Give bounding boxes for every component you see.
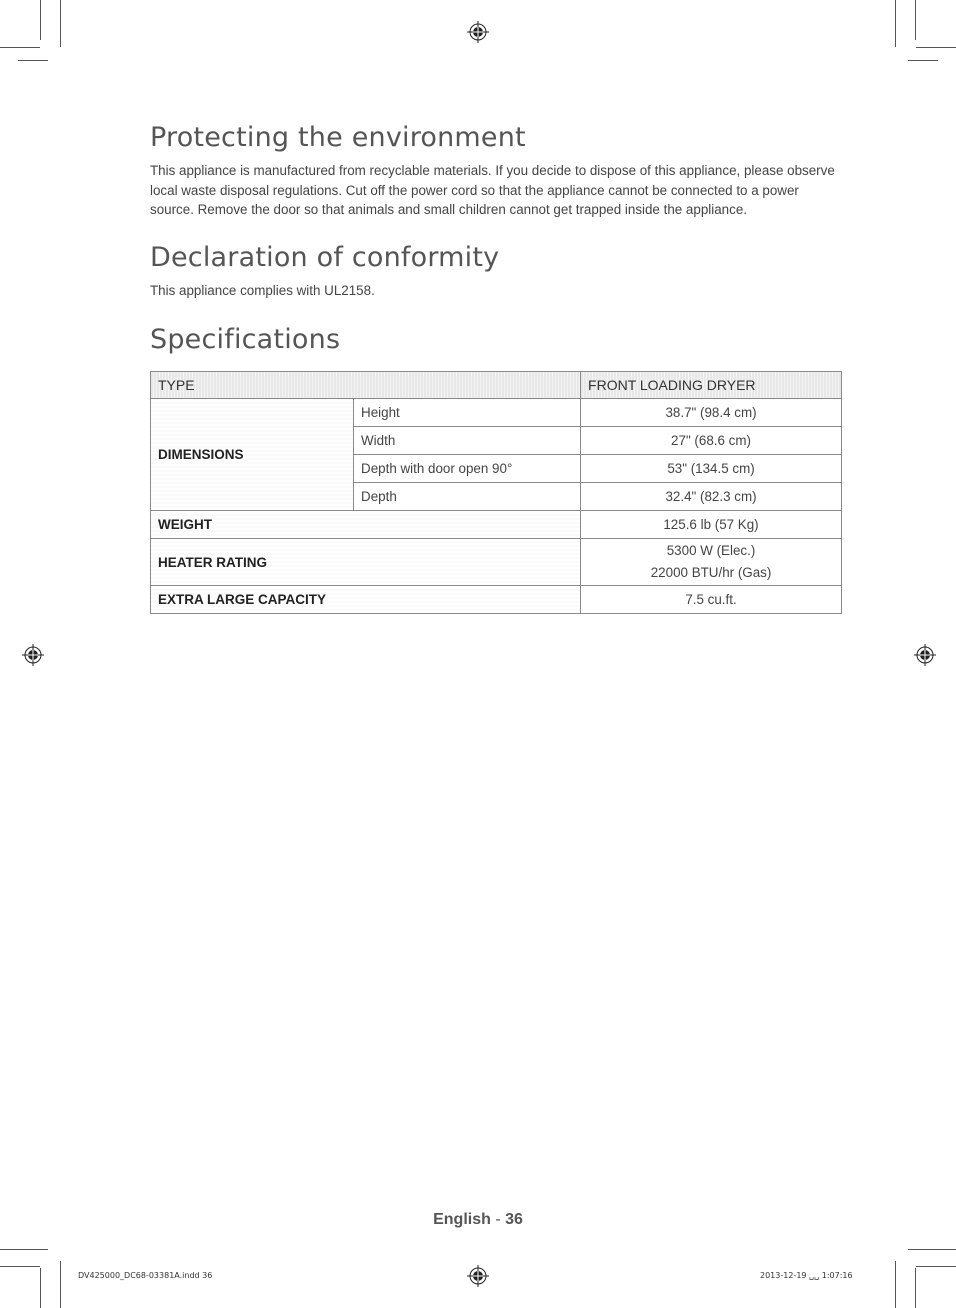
crop-mark [916,1266,956,1267]
type-label: TYPE [151,372,581,399]
crop-mark [895,1261,896,1308]
table-header-row [151,372,842,399]
registration-mark-icon [914,644,936,666]
crop-mark [60,0,61,47]
crop-mark [18,60,48,61]
dimension-value: 32.4" (82.3 cm) [581,483,842,511]
dimension-name: Depth with door open 90° [354,455,581,483]
dimension-name: Depth [354,483,581,511]
page-content [150,118,842,614]
registration-mark-icon [467,21,489,43]
crop-mark [0,1249,48,1250]
registration-mark-icon [22,644,44,666]
crop-mark [908,1249,956,1250]
crop-mark [60,1261,61,1308]
crop-mark [40,1268,41,1308]
dimension-value: 27" (68.6 cm) [581,427,842,455]
crop-mark [40,0,41,40]
page-number: 36 [505,1211,523,1228]
weight-label: WEIGHT [151,511,581,539]
type-value: FRONT LOADING DRYER [581,372,842,399]
dimension-value: 38.7" (98.4 cm) [581,399,842,427]
table-row [151,539,842,586]
print-file-info: DV425000_DC68-03381A.indd 36 [78,1271,213,1280]
crop-mark [895,0,896,47]
table-row [151,586,842,614]
conformity-paragraph: This appliance complies with UL2158. [150,282,375,298]
footer-separator: - [490,1211,506,1228]
heater-rating-value [581,539,842,586]
crop-mark [908,60,938,61]
section-heading-environment: Protecting the environment [150,122,526,153]
weight-value: 125.6 lb (57 Kg) [581,511,842,539]
capacity-label: EXTRA LARGE CAPACITY [151,586,581,614]
heater-rating-electric: 5300 W (Elec.) [666,543,756,558]
crop-mark [0,47,40,48]
table-row [151,399,842,427]
dimensions-label: DIMENSIONS [151,399,354,511]
dimension-name: Height [354,399,581,427]
crop-mark [915,1268,916,1308]
heater-rating-label: HEATER RATING [151,539,581,586]
crop-mark [916,47,956,48]
dimension-value: 53" (134.5 cm) [581,455,842,483]
specifications-table [150,371,842,614]
section-heading-conformity: Declaration of conformity [150,241,500,273]
crop-mark [0,1266,40,1267]
table-row [151,511,842,539]
section-heading-specifications: Specifications [150,324,341,355]
dimension-name: Width [354,427,581,455]
crop-mark [915,0,916,40]
print-date-info: 2013-12-19 ␣␣ 1:07:16 [760,1271,853,1280]
page-footer [0,1211,956,1229]
registration-mark-icon [467,1265,489,1287]
environment-paragraph: This appliance is manufactured from recyclable materials. If you decide to dispose of this appliance, please observe local waste disposal regulations. Cut off the power cord so that the appliance cannot be connected to a power source. Remove the door so that animals and small children cannot get trapped inside the appliance. [150,163,835,217]
capacity-value: 7.5 cu.ft. [581,586,842,614]
footer-language: English [433,1211,491,1228]
heater-rating-gas: 22000 BTU/hr (Gas) [650,565,772,580]
